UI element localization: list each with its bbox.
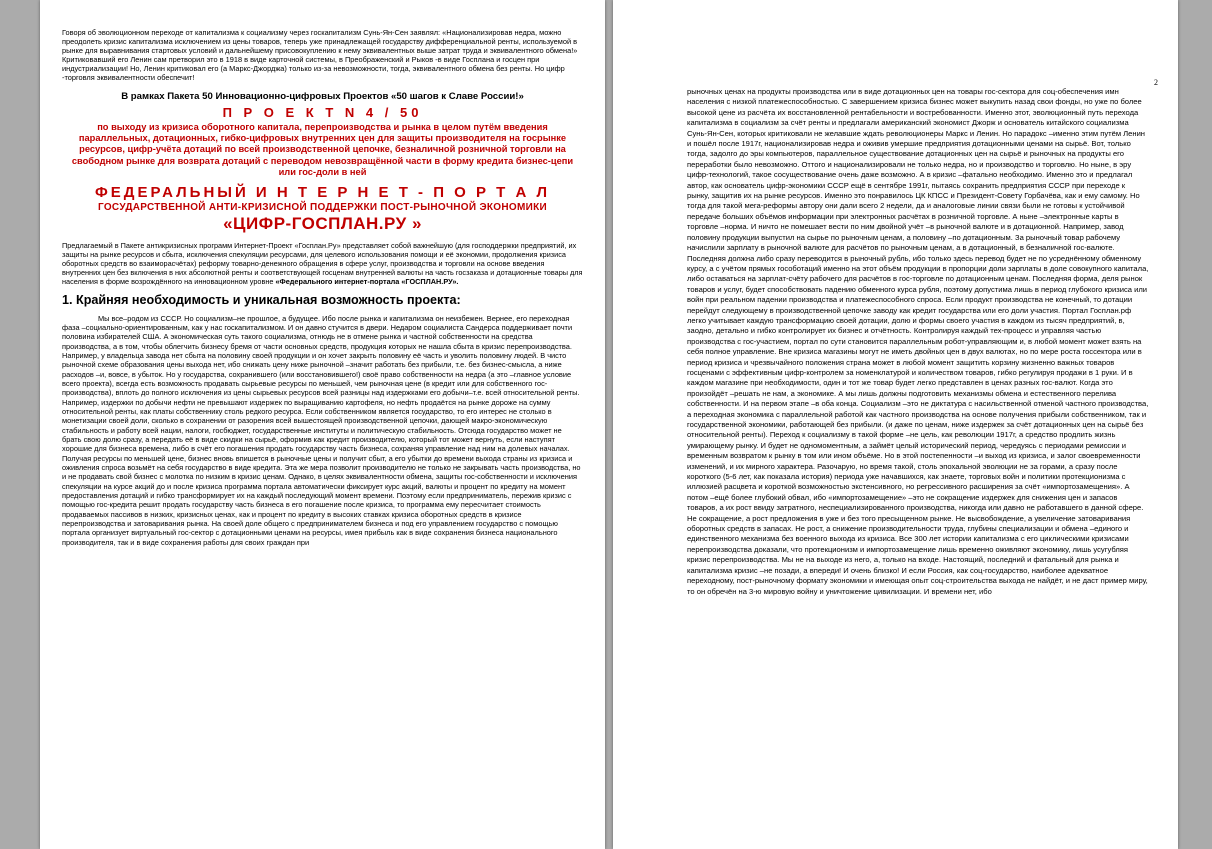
package-line: В рамках Пакета 50 Инновационно-цифровых Проектов «50 шагов к Славе России!» [121,91,524,102]
body-paragraph: Мы все–родом из СССР. Но социализм–не прошлое, а будущее. Ибо после рынка и капитализма он неизбежен. Вернее, его переходная фаза –социально-ориентированным, как у нас госкапитализмом. И он давно стучится в двери. Недаром социалиста Сандерса поддерживает почти половина избирателей США. А экономическая суть такого социализма, отнюдь не в отмене рынка и частной собственности на средства производства, а в том, чтобы облегчить бизнесу бремя от части основных средств, продукция которых не нашла сбыта в кризис перепроизводства. Например, у владельца завода нет сбыта на половину своей продукции и он хочет закрыть половину её часть и уволить половину людей. В чисто рыночной схеме образования цены выхода нет, ибо снижать цену ниже рыночной –значит работать без прибыли, т.е. без бизнес-смысла, а ниже расходов –и, вовсе, в убыток. Но у государства, сохранившего (или восстановившего!) своё право собственности на недра (а это –главное условие всего проекта), всегда есть возможность продавать сырьевые ресурсы по меньшей, чем рыночная цене (в кредит или для собственного гос-производства), вплоть до полного исключения из цены сырьевых ресурсов всей разницы над издержками его добычи–т.е. всей относительной ренты. Например, издержки по добычи нефти не превышают издержек по выращиванию картофеля, но нефть продаётся на рынке дороже на сумму относительной ренты, как платы собственнику столь редкого ресурса. Если собственником является государство, то его интерес не столько в монетизации своей доли, сколько в сохранении от разорения всей вышестоящей производственной цепочки, дающей макро-экономическую стабильность и работу всей нации, налоги, госбюджет, государственные институты и политическую стабильность. Отсюда государство может не брать свою долю сразу, а передать её в виде скидки на сырьё, оформив как кредит производителю, который тот может вернуть, если наступят хорошие для бизнеса времена, либо в счёт его погашения продать государству часть бизнеса, сохраняя управление над ним на долевых началах. Получая ресурсы по меньшей цене, бизнес вновь впишется в рыночные цены и получит сбыт, а его убытки до времени выхода страны из кризиса и оживления спроса возьмёт на себя государство в виде кредита. Эта же мера позволит производителю не только не закрывать часть производства, но и не продавать свой бизнес с молотка по низким в кризис ценам. Однако, в целях эквивалентности обмена, защиты гос-собственности и исключения спекуляции на курсе акций до и после кризиса программа портала автоматически фиксирует курс акций, валюты и процент по кредиту на момент предоставления дотаций и гибко трансформирует их на каждый последующий момент времени. Поэтому если предприниматель, пережив кризис с помощью гос-кредита решит продать государству часть бизнеса в его погашение после кризиса, то программа ему пересчитает стоимость продаваемых пассивов в низких, кризисных ценах, как и процент по кредиту в высоких ставках кризиса оборотных средств в кризисе перепроизводства и затоваривания рынка. На своей доле общего с предпринимателем бизнеса и под его управлением государство с помощью портала организует виртуальный гос-сектор с дотационными ценами на ресурсы, имея прибыль как в виде сохранения бизнеса национального производителя, так и в виде сохранения работы для своих граждан при [62,313,581,547]
page-number: 2 [1154,78,1158,87]
document-page-2 [613,0,1178,849]
page-1-content [62,28,583,547]
portal-brand-title: «ЦИФР-ГОСПЛАН.РУ » [223,214,422,234]
gos-support-heading: ГОСУДАРСТВЕННОЙ АНТИ-КРИЗИСНОЙ ПОДДЕРЖКИ ПОСТ-РЫНОЧНОЙ ЭКОНОМИКИ [98,202,547,214]
project-description: по выходу из кризиса оборотного капитала, перепроизводства и рынка в целом путём введения параллельных, дотационных, гибко-цифровых внутренних цен для защиты производителя на госрынке ресурсов, цифр-учёта дотаций по всей производственной цепочке, безналичной розничной торговли на свободном рынке для возврата дотаций с переводом невозвращённой части в форму кредита бизнес-цепи или гос-доли в ней [71,122,574,177]
body-paragraph-continued: рыночных ценах на продукты производства или в виде дотационных цен на товары гос-сектора для соц-обеспечения имн населения с низкой платежеспособностью. С завершением кризиса бизнес может выкупить назад свои фонды, но уже по более высокой цене из расчёта их восстановленной рентабельности и востребованности. Именно этот, эволюционный путь перехода капитализма в социализм за счёт ренты и предлагали американский экономист Джорж и основатель китайского социализма Сунь-Ян-Сен, которых критиковали не желавшие ждать революционеры Маркс и Ленин. Но парадокс –именно этим путём Ленин и пошёл после 1917г, национализировав недра и оживив умершие предприятия дотационными ценами на сырьё. Вот, только тогда, задолго до эры компьютеров, параллельное существование дотационных цен на сырьё и рыночных на продукты его переработки было невозможно. Оттого и национализировали не только недра, но и производство и торговлю. Но ныне, в эру цифр-технологий, такое сосуществование очень даже возможно. А в кризис –фатально необходимо. Именно это и предлагал автор, как основатель цифр-экономики СССР ещё в сентябре 1991г, пытаясь сохранить предприятия СССР при переходе к рынку, защитив их на рынке ресурсов. Именно это понравилось ЦК КПСС и Президент-Совету Горбачёва, как и ему самому. Но тогда для такой мега-реформы автору они дали всего 2 недели, да и аналоговые линии связи были не готовы к устойчивой передаче больших объёмов информации при электронных расчётах в розничной торговле. А ныне –электронные карты в торговле –норма. И ничто не помешает вести по ним двойной учёт –в рыночной валюте и в дотационной. Например, завод половину продукции выпустил на сырье по рыночным ценам, а половину –по дотационным. За рыночный товар рабочему начислили зарплату в рыночной валюте для расчётов по рыночным ценам, а в дотационный, в безналичной гос-валюте. Последняя должна либо сразу переводится в рыночный рубль, ибо только здесь перевод будет не по усреднённому обменному курсу, а с учётом прямых гособотаций именно на этот объём продукции в пропорции доли зарплаты в доле совокупного капитала, либо оставаться на зарплат-счёту рабочего для расчётов в гос-торговле по дотационным ценам. Последняя форма, деля рынок товаров и услуг, будет способствовать падению обменного курса рубля, поэтому допустима лишь в период глубокого кризиса или войн при реальном падении производства и платежеспособного спроса. Если продукт производства не конечный, то дотации перейдут следующему в производственной цепочке заводу как кредит государства или его доли участия. Портал Госплан.рф легко учитывает каждую трансформацию своей дотации, долю и формы своего участия в каждом из тысяч предприятий, в, заодно, детально и гибко контролирует их бизнес и отчётность. Контролируя каждый тех-процесс и управляя частью производства с гос-участием, портал по сути становится параллельным робот-управляющим и, в любой момент может взять на себя полное управление. Вне кризиса магазины могут не иметь двойных цен в двух валютах, но по мере роста госсектора или в период кризиса и чрезвычайного положения страна может в любой момент защитить корзину жизненно важных товаров госценами с эффективным цифр-контролем за номенклатурой и количеством товаров, гибко регулируя продажи в 1 руки. И в каждом магазине при необходимости, один и тот же товар будет легко представлен в ценах разных гос-валют. Когда это произойдёт –решать не нам, а экономике. А мы лишь должны подготовить механизмы обмена и естественного перелива собственности. И на первом этапе –в оба конца. Социализм –это не диктатура с насильственной отменой частного производства, а переходная экономика с параллельной работой как частного производства на основе получения прибыли собственником, так и государственной экономики, работающей без прибыли. (и даже по ценам, ниже издержек за счёт дотационных цен на сырьё без относительной ренты). Переход к социализму в такой форме –не цель, как революции 1917г, а средство продлить жизнь умирающему рынку. И будет не одномоментным, а займёт целый исторический период, чередуясь с периодами ремиссии и временным возвратом к рынку в том или ином объёме. Но в этой постепенности –и выход из кризиса, и залог своевременности изменений, и их мирного характера. Разочарую, но время такой, столь эпохальной эволюции не за горами, а сразу после короткого (5-6 лет, как показала история) периода уже начавшихся, как знаете, торговых войн и политики протекционизма с иллюзией расцвета и короткой возможностью экстенсивного, но регрессивного расширения за счёт «импортозамещения». А потом –ещё более глубокий обвал, ибо «импортозамещение» –это не сокращение издержек для снижения цен и запасов товаров, а их рост ввиду затратного, неспециализированного производства, никогда или давно не работавшего в данной сфере. Не сокращение, а рост предложения в уже и без того пресыщенном рынке. Не высвобождение, а увеличение затоваривания оборотных средств в запасах. Не рост, а снижение производительности труда, глубины специализации и обмена –единого и единственного механизма без военного выхода из кризиса. Все 300 лет истории капитализма с его циклическими кризисами перепроизводства доказали, что протекционизм и импортозамещение лишь временно оживляют экономику, лишь усугубляя кризис перепроизводства. Мы не на выходе из него, а, только на входе. Настоящий, последний и фатальный для рынка и капитализма кризис –не позади, а впереди! И очень близко! И если Россия, как соц-государство, наиболее адекватное переходному, пост-рыночному формату экономики и имеющая опыт соц-строительства выхода не найдёт, и не даст пример миру, то он обречён на 3-ю мировую войну и уничтожение цивилизации. И времени нет, ибо [687,87,1149,596]
project-number: П Р О Е К Т N 4 / 50 [222,105,423,120]
preamble-bold: «Федерального интернет-портала «ГОСПЛАН.РУ». [275,276,459,286]
page-2-content [687,87,1149,597]
preamble-paragraph [62,242,583,287]
document-page-1 [40,0,605,849]
intro-paragraph: Говоря об эволюционном переходе от капитализма к социализму через госкапитализм Сунь-Ян-Сен заявлял: «Национализировав недра, можно преодолеть кризис капитализма исключением из цены товаров, теперь уже принадлежащей государству дифференциальной ренты, используемой в рынке для выравнивания стартовых условий и дальнейшему присовокуплению к нему эквивалентных выше затрат труда и эквивалентного обмена!» Критиковавший его Ленин сам претворил это в 1918 в виде карточной системы, в Преображенский и Рыков -в виде Госплана и госцен при индустриализации! Но, Ленин критиковал его (а Маркс-Джорджа) только из-за невозможности, тогда, эквивалентного обмена без ренты. Но цифр -торговля эквивалентности обеспечит! [62,28,578,82]
federal-portal-heading: ФЕДЕРАЛЬНЫЙ И Н Т Е Р Н Е Т - П О Р Т А Л [94,184,551,202]
section-heading: 1. Крайняя необходимость и уникальная возможность проекта: [62,292,461,307]
preamble-text: Предлагаемый в Пакете антикризисных программ Интернет-Проект «Госплан.Ру» представляет собой важнейшую (для господдержки предприятий, их защиты на рынке ресурсов и сбыта, исключения спекуляции ресурсами, для целевого использования помощи и её экономии, продолжения кризиса оборотных средств во взаиморасчётах) реформу товарно-денежного обращения в сфере услуг, производства и торговли на основе введения внутренних цен без включения в них абсолютной ренты и соответствующей госценам внутренней валюты на часть госзаказа и дотационные товары для населения в форме возрождённого на инновационном уровне [62,241,583,286]
